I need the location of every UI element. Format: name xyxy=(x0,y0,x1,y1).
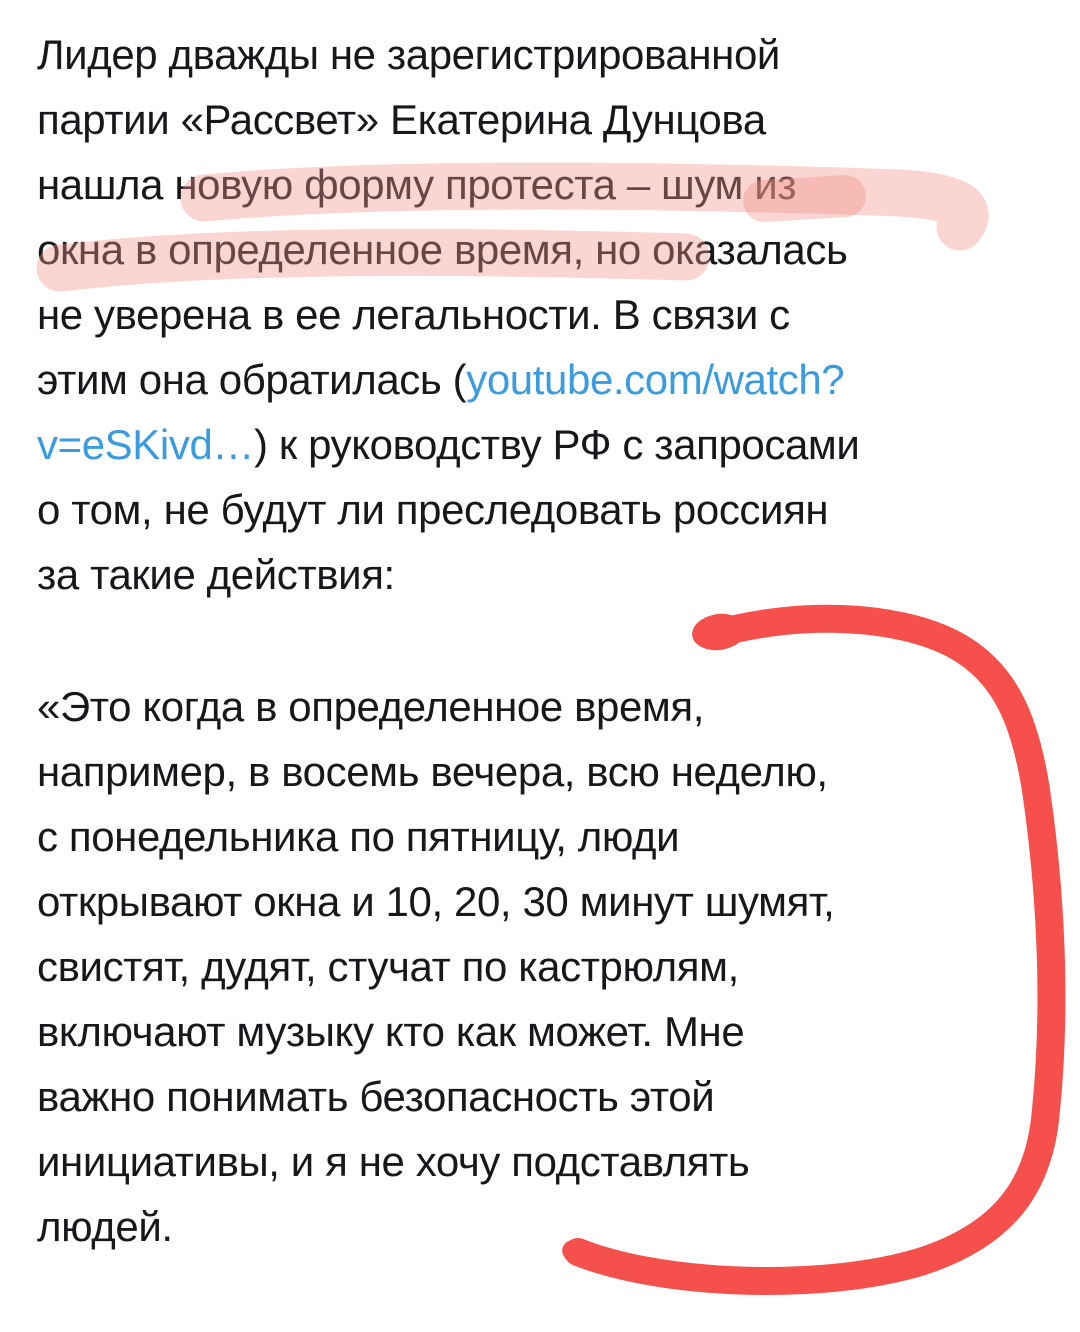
text-segment: важно понимать безопасность этой xyxy=(37,1073,715,1120)
text-line xyxy=(37,477,1080,542)
text-segment: нашла новую форму протеста – шум из xyxy=(37,161,797,208)
text-line xyxy=(37,347,1080,412)
text-line xyxy=(37,282,1080,347)
text-line xyxy=(37,1064,1080,1129)
text-line xyxy=(37,1194,1080,1259)
text-segment: этим она обратилась ( xyxy=(37,356,467,403)
text-line xyxy=(37,542,1080,607)
text-segment: партии «Рассвет» Екатерина Дунцова xyxy=(37,96,766,143)
text-segment: не уверена в ее легальности. В связи с xyxy=(37,291,790,338)
text-segment: «Это когда в определенное время, xyxy=(37,683,705,730)
text-segment: свистят, дудят, стучат по кастрюлям, xyxy=(37,943,739,990)
post-text xyxy=(37,22,1080,1259)
text-segment: включают музыку кто как может. Мне xyxy=(37,1008,745,1055)
text-segment: окна в определенное время, но оказалась xyxy=(37,226,848,273)
paragraph xyxy=(37,674,1080,1259)
text-line xyxy=(37,999,1080,1064)
text-line xyxy=(37,412,1080,477)
text-line xyxy=(37,22,1080,87)
text-line xyxy=(37,1129,1080,1194)
youtube-link[interactable]: v=eSKivd… xyxy=(37,421,255,468)
text-line xyxy=(37,739,1080,804)
text-segment: например, в восемь вечера, всю неделю, xyxy=(37,748,828,795)
text-segment: инициативы, и я не хочу подставлять xyxy=(37,1138,750,1185)
text-line xyxy=(37,87,1080,152)
text-segment: Лидер дважды не зарегистрированной xyxy=(37,31,780,78)
text-segment: с понедельника по пятницу, люди xyxy=(37,813,680,860)
text-line xyxy=(37,804,1080,869)
text-line xyxy=(37,869,1080,934)
text-segment: ) к руководству РФ с запросами xyxy=(254,421,860,468)
text-segment: открывают окна и 10, 20, 30 минут шумят, xyxy=(37,878,835,925)
text-segment: людей. xyxy=(37,1203,173,1250)
text-line xyxy=(37,934,1080,999)
paragraph xyxy=(37,22,1080,607)
text-line xyxy=(37,152,1080,217)
text-segment: о том, не будут ли преследовать россиян xyxy=(37,486,829,533)
text-line xyxy=(37,674,1080,739)
youtube-link[interactable]: youtube.com/watch? xyxy=(466,356,845,403)
text-segment: за такие действия: xyxy=(37,551,395,598)
text-line xyxy=(37,217,1080,282)
